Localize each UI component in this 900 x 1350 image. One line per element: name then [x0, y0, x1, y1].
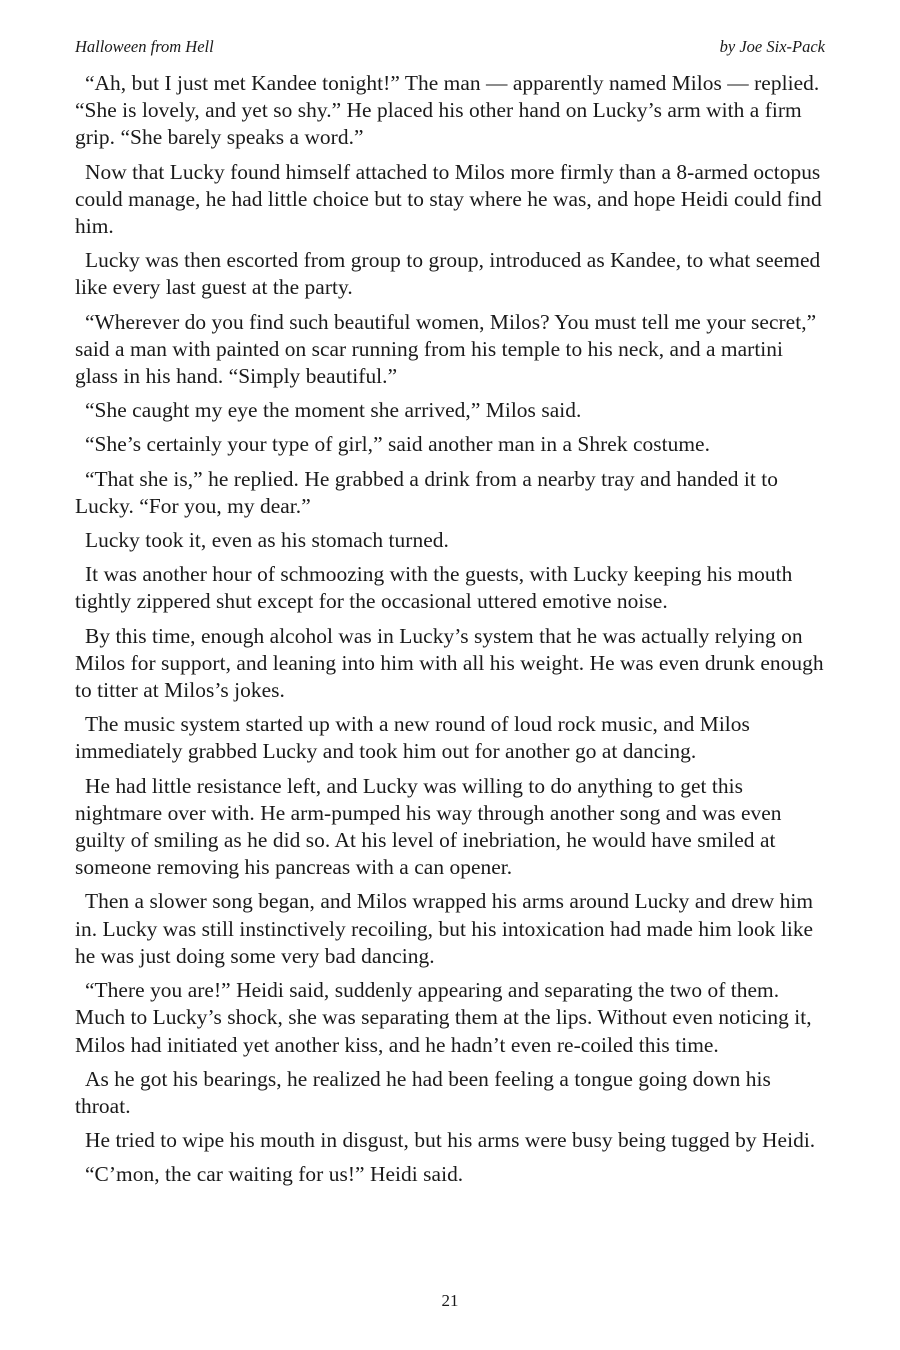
- paragraph: “She caught my eye the moment she arrived,” Milos said.: [85, 398, 582, 423]
- paragraph: “Ah, but I just met Kandee tonight!” The man — apparently named Milos — replied. “She is lovely, and yet so shy.” He placed his other hand on Lucky’s arm with a firm grip. “She barely speaks a word.”: [75, 71, 820, 150]
- paragraph: Then a slower song began, and Milos wrapped his arms around Lucky and drew him in. Lucky was still instinctively recoiling, but his intoxication had made him look like he was just doing some very bad dancing.: [75, 889, 814, 968]
- book-author: by Joe Six-Pack: [719, 37, 825, 56]
- book-title: Halloween from Hell: [75, 37, 214, 56]
- paragraph: Lucky was then escorted from group to group, introduced as Kandee, to what seemed like every last guest at the party.: [75, 248, 821, 300]
- page-number: 21: [441, 1291, 459, 1310]
- paragraph: He tried to wipe his mouth in disgust, but his arms were busy being tugged by Heidi.: [85, 1128, 816, 1153]
- paragraph: Lucky took it, even as his stomach turned.: [85, 528, 449, 553]
- paragraph: The music system started up with a new round of loud rock music, and Milos immediately grabbed Lucky and took him out for another go at dancing.: [75, 712, 750, 764]
- paragraph: He had little resistance left, and Lucky was willing to do anything to get this nightmare over with. He arm-pumped his way through another song and was even guilty of smiling as he did so. At his level of inebriation, he would have smiled at someone removing his pancreas with a can opener.: [75, 773, 782, 880]
- paragraph: “She’s certainly your type of girl,” said another man in a Shrek costume.: [85, 432, 710, 457]
- body-text: [75, 70, 830, 1196]
- paragraph: “C’mon, the car waiting for us!” Heidi said.: [85, 1162, 464, 1187]
- paragraph: By this time, enough alcohol was in Lucky’s system that he was actually relying on Milos for support, and leaning into him with all his weight. He was even drunk enough to titter at Milos’s jokes.: [75, 623, 824, 703]
- paragraph: Now that Lucky found himself attached to Milos more firmly than a 8-armed octopus could manage, he had little choice but to stay where he was, and hope Heidi could find him.: [75, 159, 822, 239]
- paragraph: “Wherever do you find such beautiful women, Milos? You must tell me your secret,” said a man with painted on scar running from his temple to his neck, and a martini glass in his hand. “Simply beautiful.”: [75, 309, 817, 389]
- paragraph: “That she is,” he replied. He grabbed a drink from a nearby tray and handed it to Lucky. “For you, my dear.”: [75, 466, 779, 518]
- paragraph: “There you are!” Heidi said, suddenly appearing and separating the two of them. Much to Lucky’s shock, she was separating them at the lips. Without even noticing it, Milos had initiated yet another kiss, and he hadn’t even re-coiled this time.: [75, 978, 812, 1057]
- running-header: [75, 37, 825, 57]
- paragraph: As he got his bearings, he realized he had been feeling a tongue going down his throat.: [75, 1066, 771, 1118]
- paragraph: It was another hour of schmoozing with the guests, with Lucky keeping his mouth tightly zippered shut except for the occasional uttered emotive noise.: [75, 562, 793, 614]
